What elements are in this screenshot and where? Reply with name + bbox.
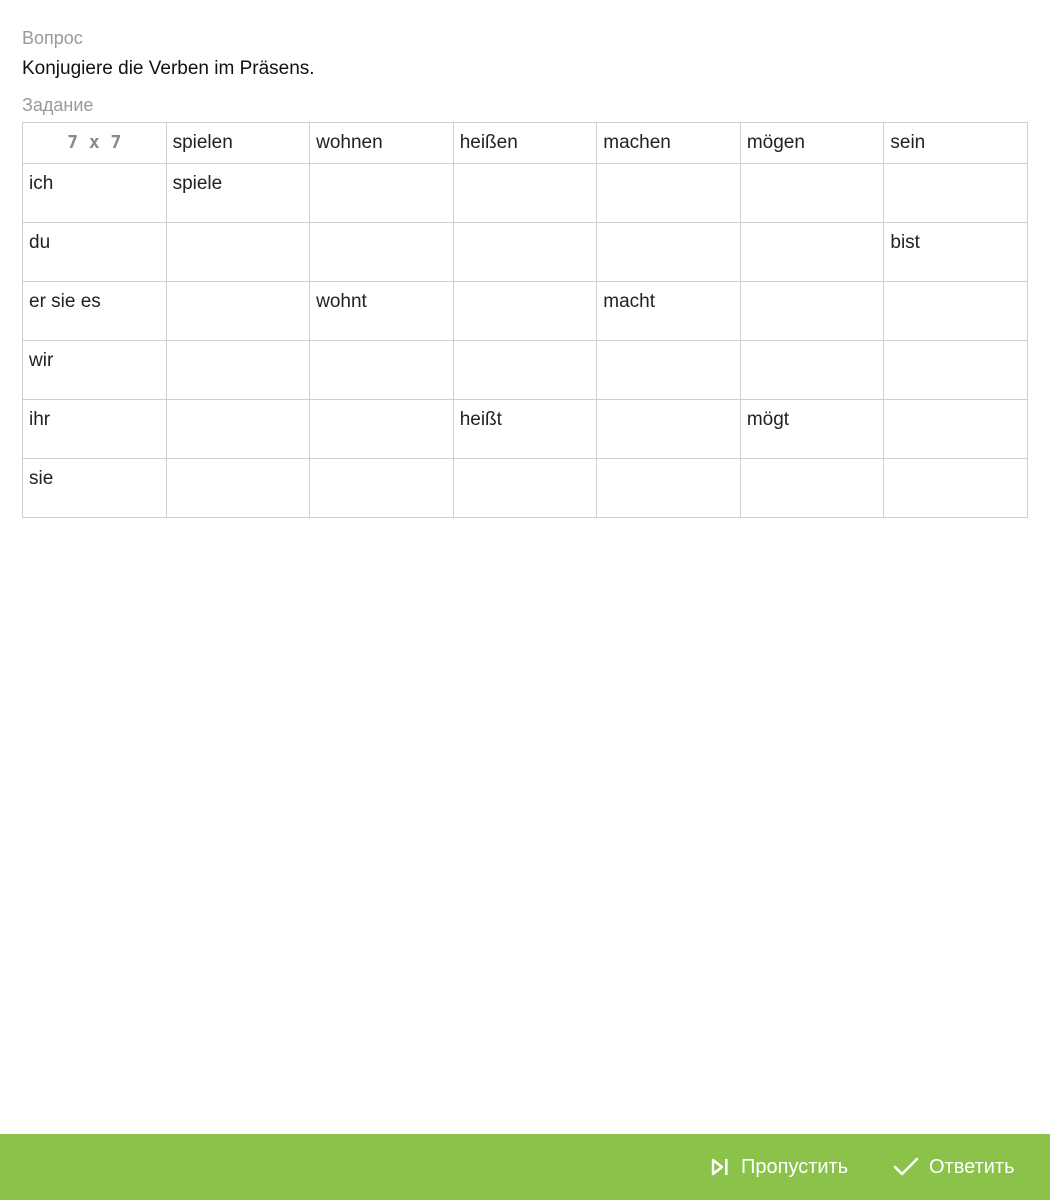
answer-cell[interactable] [740,223,884,282]
answer-cell[interactable] [453,164,597,223]
header-cell-heissen[interactable]: heißen [453,123,597,164]
skip-next-icon [711,1158,731,1176]
header-cell-machen[interactable]: machen [597,123,741,164]
answer-cell[interactable] [884,164,1028,223]
answer-cell[interactable] [453,223,597,282]
table-size-indicator: 7 x 7 [23,123,167,164]
answer-cell[interactable] [740,282,884,341]
header-cell-moegen[interactable]: mögen [740,123,884,164]
question-label: Вопрос [22,28,83,48]
pronoun-cell[interactable]: sie [23,459,167,518]
table-row [23,341,1028,400]
pronoun-cell[interactable]: ihr [23,400,167,459]
answer-cell[interactable] [884,459,1028,518]
answer-cell[interactable] [166,459,310,518]
answer-cell[interactable] [740,341,884,400]
answer-cell[interactable] [597,223,741,282]
answer-cell[interactable] [166,400,310,459]
answer-cell[interactable]: mögt [740,400,884,459]
answer-cell[interactable] [740,164,884,223]
check-icon [893,1157,919,1177]
pronoun-cell[interactable]: wir [23,341,167,400]
header-cell-spielen[interactable]: spielen [166,123,310,164]
answer-cell[interactable]: bist [884,223,1028,282]
answer-cell[interactable] [597,341,741,400]
answer-cell[interactable]: wohnt [310,282,454,341]
header-cell-sein[interactable]: sein [884,123,1028,164]
header-cell-wohnen[interactable]: wohnen [310,123,454,164]
pronoun-cell[interactable]: du [23,223,167,282]
answer-cell[interactable] [597,459,741,518]
answer-cell[interactable] [310,223,454,282]
answer-cell[interactable] [310,459,454,518]
conjugation-table [22,122,1028,518]
answer-cell[interactable] [310,341,454,400]
answer-cell[interactable] [453,282,597,341]
answer-button[interactable] [893,1134,1015,1200]
answer-cell[interactable]: macht [597,282,741,341]
table-header-row [23,123,1028,164]
answer-cell[interactable] [597,400,741,459]
answer-cell[interactable] [453,459,597,518]
answer-cell[interactable] [310,164,454,223]
action-bar [0,1134,1050,1200]
answer-cell[interactable]: heißt [453,400,597,459]
answer-cell[interactable] [740,459,884,518]
table-row [23,459,1028,518]
answer-cell[interactable] [166,341,310,400]
table-row [23,282,1028,341]
task-label: Задание [22,95,94,115]
answer-cell[interactable] [166,282,310,341]
answer-cell[interactable] [597,164,741,223]
question-text: Konjugiere die Verben im Präsens. [22,58,315,79]
pronoun-cell[interactable]: ich [23,164,167,223]
answer-cell[interactable] [310,400,454,459]
answer-cell[interactable] [884,341,1028,400]
answer-cell[interactable] [884,400,1028,459]
answer-cell[interactable] [453,341,597,400]
table-row [23,223,1028,282]
skip-button[interactable] [711,1134,848,1200]
answer-cell[interactable] [884,282,1028,341]
table-row [23,400,1028,459]
answer-cell[interactable] [166,223,310,282]
skip-button-label: Пропустить [741,1155,849,1178]
answer-button-label: Ответить [929,1155,1015,1178]
answer-cell[interactable]: spiele [166,164,310,223]
table-row [23,164,1028,223]
pronoun-cell[interactable]: er sie es [23,282,167,341]
